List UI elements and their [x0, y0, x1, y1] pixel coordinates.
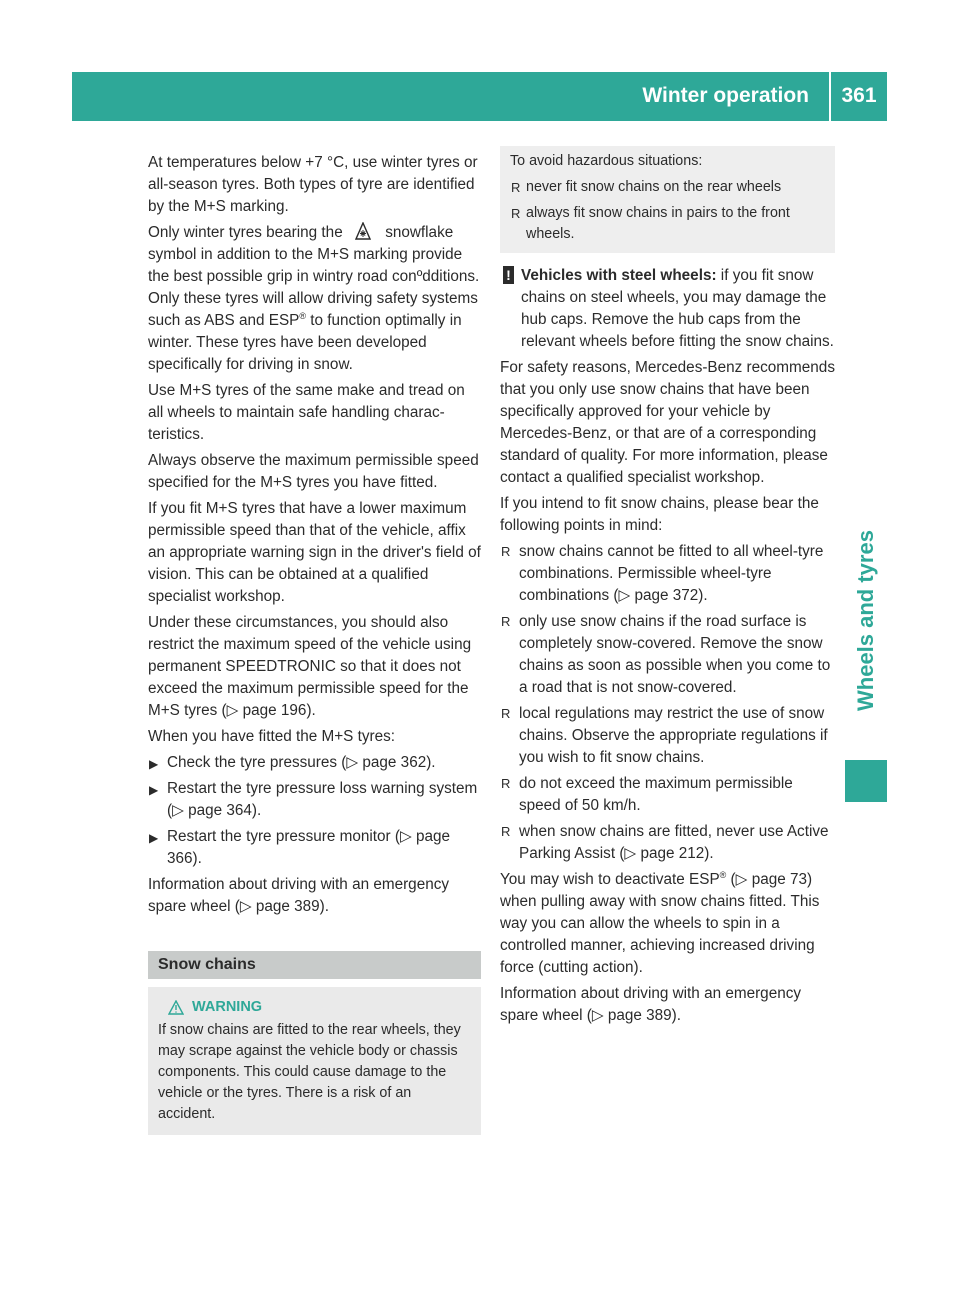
page-number: 361 [841, 84, 877, 107]
bullet-icon: R [501, 706, 511, 721]
list-item: R only use snow chains if the road surface is completely snow-covered. Remove the snow chains as soon as possible when you come to a road that is not snow-covered. [501, 613, 831, 696]
side-tab[interactable] [845, 121, 887, 711]
paragraph: For safety reasons, Mercedes-Benz recommends that you only use snow chains that have been specifically approved for your vehicle by Mercedes-Benz, or that are of a corresponding standard of quality. For more information, please contact a qualified specialist workshop. [500, 359, 835, 486]
chapter-title: Winter operation [642, 84, 809, 107]
right-column [500, 152, 835, 1027]
list-item: R when snow chains are fitted, never use Active Parking Assist (▷ page 212). [501, 823, 829, 862]
warning-text: If snow chains are fitted to the rear wheels, they may scrape against the vehicle body or chassis components. This could cause damage to the vehicle or the tyres. There is a risk of an accident. [158, 1022, 461, 1122]
page-ref-arrow-icon: ▷ [239, 898, 252, 915]
page-ref-link[interactable]: page 372). [634, 587, 708, 604]
paragraph: Only winter tyres bearing the snowflake symbol in addition to the M+S marking provide the best possible grip in wintry road conºdditions. Only these tyres will allow driving safety systems such as ABS and ESP® to function optimally in winter. These tyres have been developed specifically for driving in snow. [148, 224, 480, 373]
bullet-icon: R [501, 614, 511, 629]
list-item: R do not exceed the maximum permissible speed of 50 km/h. [501, 775, 793, 814]
list-item: R never fit snow chains on the rear wheels [510, 177, 825, 198]
page-ref-link[interactable]: page 73) when pulling away with snow chains fitted. This way you can allow the wheels to spin in a controlled manner, achieving increased driving force (cutting action). [500, 871, 820, 976]
info-box [500, 146, 835, 253]
notice: ! Vehicles with steel wheels: if you fit snow chains on steel wheels, you may damage the hub caps. Remove the hub caps from the relevant wheels before fitting the snow chains. [500, 265, 835, 353]
paragraph: Information about driving with an emergency spare wheel (▷ page 389). [148, 876, 450, 915]
list-item: R always fit snow chains in pairs to the front wheels. [511, 205, 790, 242]
page-ref-arrow-icon: ▷ [399, 828, 412, 845]
step-item: ▶ Restart the tyre pressure loss warning system (▷ page 364). [149, 780, 478, 819]
paragraph: You may wish to deactivate ESP® (▷ page 73) when pulling away with snow chains fitted. This way you can allow the wheels to spin in a controlled manner, achieving increased driving force (cutting action). [500, 869, 820, 976]
page-ref-arrow-icon: ▷ [735, 871, 748, 888]
bullet-icon: R [511, 206, 521, 221]
step-item: ▶ Restart the tyre pressure monitor (▷ page 366). [149, 828, 450, 867]
side-tab-marker [845, 760, 887, 802]
bullet-icon: R [501, 824, 511, 839]
step-arrow-icon: ▶ [149, 831, 159, 845]
paragraph: If you intend to fit snow chains, please bear the following points in mind: [500, 495, 819, 534]
warning-triangle-icon [168, 1000, 184, 1015]
paragraph: Information about driving with an emergency spare wheel (▷ page 389). [500, 985, 802, 1024]
paragraph: Always observe the maximum permissible speed specified for the M+S tyres you have fitted. [148, 452, 479, 491]
page-ref-arrow-icon: ▷ [172, 802, 184, 819]
step-item: ▶ Check the tyre pressures (▷ page 362). [148, 752, 481, 774]
left-column [148, 152, 481, 1135]
list-item: R local regulations may restrict the use of snow chains. Observe the appropriate regulations if you wish to fit snow chains. [501, 705, 828, 766]
bullet-icon: R [501, 544, 511, 559]
paragraph: When you have fitted the M+S tyres: [148, 728, 395, 745]
warning-label: WARNING [192, 999, 263, 1015]
paragraph: Use M+S tyres of the same make and tread on all wheels to maintain safe handling characteristics. [148, 382, 465, 443]
page-ref-arrow-icon: ▷ [618, 587, 631, 604]
paragraph: At temperatures below +7 °C, use winter tyres or all-season tyres. Both types of tyre are identified by the M+S marking. [148, 154, 478, 215]
info-intro: To avoid hazardous situations: [510, 153, 703, 169]
page-ref-arrow-icon: ▷ [226, 702, 239, 719]
side-tab-label: Wheels and tyres [853, 530, 878, 711]
header-bar [72, 72, 887, 121]
paragraph: If you fit M+S tyres that have a lower maximum permissible speed than that of the vehicle, affix an appropriate warning sign in the driver's field of vision. This can be obtained at a qualified specialist workshop. [148, 500, 481, 605]
bullet-icon: R [501, 776, 511, 791]
page-ref-arrow-icon: ▷ [591, 1007, 604, 1024]
page-ref-link[interactable]: page 389). [255, 898, 329, 915]
section-heading: Snow chains [148, 951, 481, 979]
bullet-icon: R [511, 180, 521, 195]
step-arrow-icon: ▶ [149, 757, 159, 771]
step-arrow-icon: ▶ [149, 783, 159, 797]
exclamation-icon: ! [503, 266, 514, 284]
snowflake-mountain-icon [355, 222, 371, 240]
page-ref-arrow-icon: ▷ [346, 754, 359, 771]
warning-box [148, 987, 481, 1135]
paragraph: Under these circumstances, you should also restrict the maximum speed of the vehicle using permanent SPEEDTRONIC so that it does not exceed the maximum permissible speed for the M+S tyres (▷ page 196). [148, 614, 472, 719]
page-ref-link[interactable]: page 366). [167, 828, 450, 867]
page-ref-arrow-icon: ▷ [624, 845, 637, 862]
page-ref-link[interactable]: page 389). [607, 1007, 681, 1024]
page-ref-link[interactable]: page 364). [188, 802, 262, 819]
page-ref-link[interactable]: page 196). [242, 702, 316, 719]
page-ref-link[interactable]: page 212). [640, 845, 714, 862]
page-ref-link[interactable]: page 362). [362, 754, 436, 771]
list-item: R snow chains cannot be fitted to all wheel-tyre combinations. Permissible wheel-tyre combinations (▷ page 372). [501, 543, 824, 604]
